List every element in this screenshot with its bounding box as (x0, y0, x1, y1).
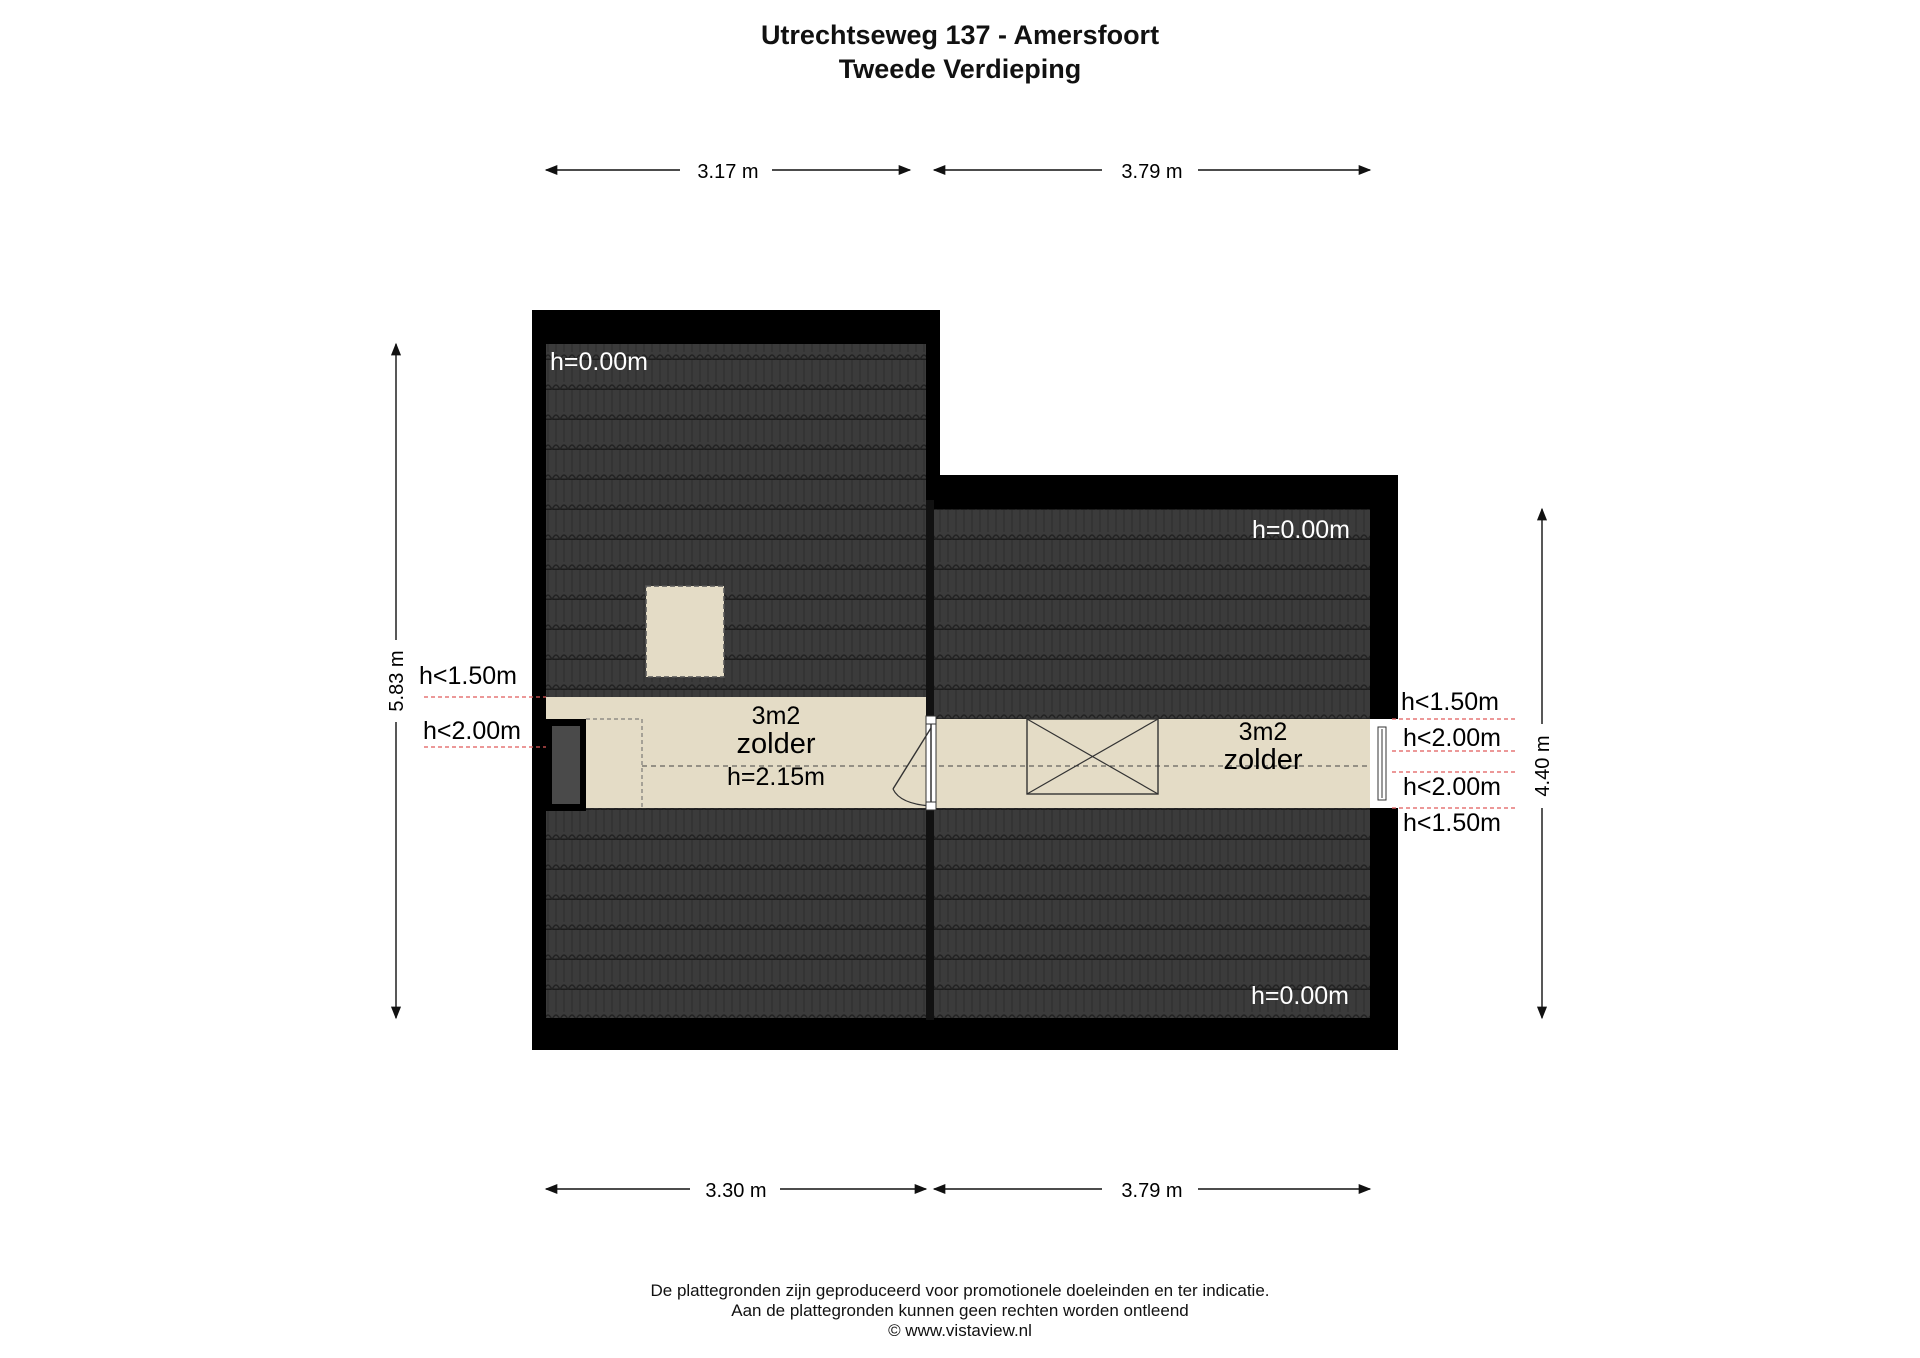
room-right-area: 3m2 (1238, 718, 1288, 746)
roof-area (546, 344, 1370, 1018)
height-label-right-150-bottom: h<1.50m (1403, 809, 1501, 837)
room-left-height: h=2.15m (727, 763, 825, 791)
height-label-right-200-top: h<2.00m (1403, 724, 1501, 752)
disclaimer (0, 1281, 1920, 1341)
height-label-left-200: h<2.00m (423, 717, 521, 745)
disclaimer-line-2: Aan de plattegronden kunnen geen rechten worden ontleend (731, 1301, 1189, 1320)
disclaimer-line-1: De plattegronden zijn geproduceerd voor promotionele doeleinden en ter indicatie. (650, 1281, 1270, 1300)
page-title: Utrechtseweg 137 - Amersfoort (760, 20, 1160, 50)
room-right-name: zolder (1223, 744, 1303, 776)
dim-top-right: 3.79 m (1121, 161, 1183, 183)
dim-top-left: 3.17 m (697, 161, 759, 183)
skylight (646, 586, 724, 677)
dim-right-vertical: 4.40 m (1532, 735, 1554, 797)
dim-left-vertical: 5.83 m (386, 650, 408, 712)
dim-bottom-right: 3.79 m (1121, 1180, 1183, 1202)
height-label-right-200-bottom: h<2.00m (1403, 773, 1501, 801)
room-left-area: 3m2 (751, 702, 801, 730)
dim-bottom-left: 3.30 m (705, 1180, 767, 1202)
height-label-right-150-top: h<1.50m (1401, 688, 1499, 716)
copyright: © www.vistaview.nl (888, 1321, 1032, 1340)
height-label-left-top: h=0.00m (550, 348, 648, 376)
height-label-right-bottom: h=0.00m (1251, 982, 1349, 1010)
window-right (1370, 719, 1398, 808)
height-label-right-top: h=0.00m (1252, 516, 1350, 544)
room-left-name: zolder (736, 728, 816, 760)
height-label-left-150: h<1.50m (419, 662, 517, 690)
page-subtitle: Tweede Verdieping (838, 54, 1082, 84)
